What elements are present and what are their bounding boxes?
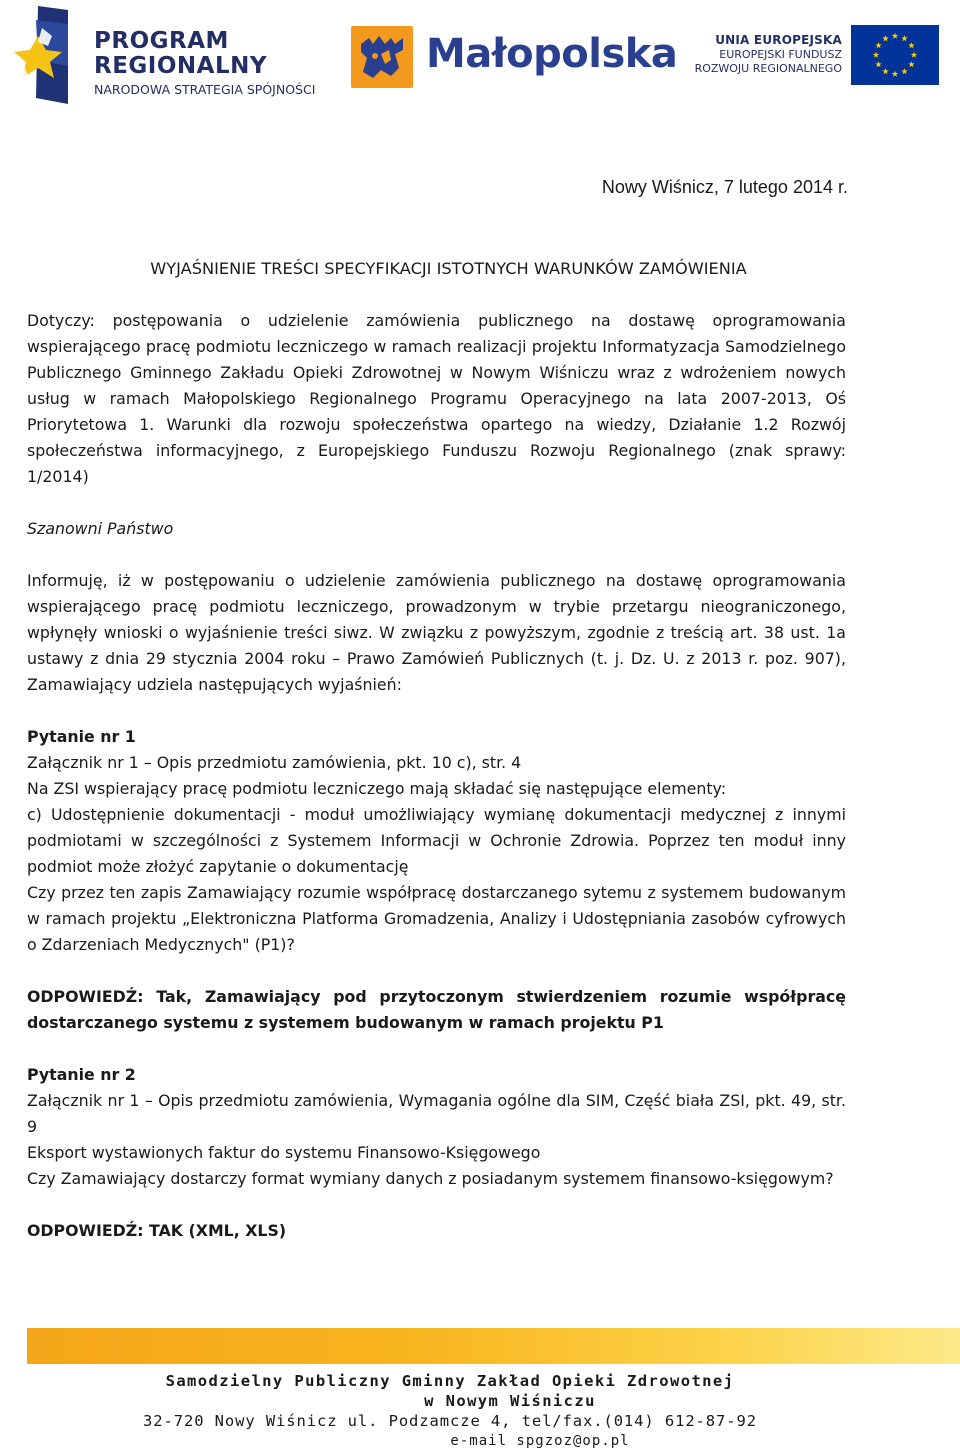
document-subject: Dotyczy: postępowania o udzielenie zamówienia publicznego na dostawę oprogramowania wspierającego pracę podmiotu leczniczego w ramach realizacji projektu Informatyzacja Samodzielnego Publicznego Gminnego Zakładu Opieki Zdrowotnej w Nowym Wiśniczu wraz z wdrożeniem nowych usług w ramach Małopolskiego Regionalnego Programu Operacyjnego na lata 2007-2013, Oś Priorytetowa 1. Warunki dla rozwoju społeczeństwa opartego na wiedzy, Działanie 1.2 Rozwój społeczeństwa informacyjnego, z Europejskiego Funduszu Rozwoju Regionalnego (znak sprawy: 1/2014): [27, 311, 846, 486]
question-2-line-2: Czy Zamawiający dostarczy format wymiany danych z posiadanym systemem finansowo-księgowym?: [27, 1169, 834, 1188]
eu-text-line1: UNIA EUROPEJSKA: [715, 33, 842, 47]
document-intro: Informuję, iż w postępowaniu o udzielenie zamówienia publicznego na dostawę oprogramowania wspierającego pracę podmiotu leczniczego, prowadzonym w trybie przetargu nieograniczonego, wpłynęły wnioski o wyjaśnienie treści siwz. W związku z powyższym, zgodnie z treścią art. 38 ust. 1a ustawy z dnia 29 stycznia 2004 roku – Prawo Zamówień Publicznych (t. j. Dz. U. z 2013 r. poz. 907), Zamawiający udziela następujących wyjaśnień:: [27, 571, 846, 694]
footer-address-block: [90, 1370, 810, 1450]
footer-institution-name: Samodzielny Publiczny Gminny Zakład Opieki Zdrowotnej: [165, 1372, 735, 1390]
program-regionalny-line1: PROGRAM: [94, 28, 229, 54]
footer-color-band: [27, 1328, 960, 1364]
question-1-reference: Załącznik nr 1 – Opis przedmiotu zamówienia, pkt. 10 c), str. 4: [27, 753, 522, 772]
eu-text-block: [686, 33, 842, 76]
footer-institution-location: w Nowym Wiśniczu: [424, 1392, 596, 1410]
logo-header: [0, 0, 960, 110]
logo-program-regionalny: [8, 6, 316, 104]
eu-flag-icon: [851, 25, 939, 85]
question-2-reference: Załącznik nr 1 – Opis przedmiotu zamówienia, Wymagania ogólne dla SIM, Część biała ZSI, pkt. 49, str. 9: [27, 1091, 846, 1136]
document-salutation: Szanowni Państwo: [27, 519, 174, 538]
program-regionalny-emblem-icon: [8, 6, 90, 104]
question-2-line-1: Eksport wystawionych faktur do systemu Finansowo-Księgowego: [27, 1143, 541, 1162]
eu-text-line2: EUROPEJSKI FUNDUSZ: [719, 48, 842, 61]
program-regionalny-line2: REGIONALNY: [94, 53, 268, 79]
question-1-line-3: Czy przez ten zapis Zamawiający rozumie współpracę dostarczanego sytemu z systemem budowanym w ramach projektu „Elektroniczna Platforma Gromadzenia, Analizy i Udostępniania zasobów cyfrowych o Zdarzeniach Medycznych" (P1)?: [27, 883, 846, 954]
document-body: [27, 256, 846, 1244]
document-title: WYJAŚNIENIE TREŚCI SPECYFIKACJI ISTOTNYCH WARUNKÓW ZAMÓWIENIA: [150, 259, 747, 278]
question-2-heading: Pytanie nr 2: [27, 1065, 136, 1084]
question-1-line-2: c) Udostępnienie dokumentacji - moduł umożliwiający wymianę dokumentacji medycznej z innymi podmiotami w szczególności z Systemem Informacji w Ochronie Zdrowia. Poprzez ten moduł inny podmiot może złożyć zapytanie o dokumentację: [27, 805, 846, 876]
question-1-line-1: Na ZSI wspierający pracę podmiotu leczniczego mają składać się następujące elementy:: [27, 779, 727, 798]
logo-unia-europejska: [686, 25, 941, 85]
document-date: Nowy Wiśnicz, 7 lutego 2014 r.: [601, 177, 848, 197]
footer-email: e-mail spgzoz@op.pl: [450, 1433, 630, 1449]
logo-malopolska: [351, 26, 678, 88]
question-2-answer: ODPOWIEDŹ: TAK (XML, XLS): [27, 1221, 287, 1240]
footer-address: 32-720 Nowy Wiśnicz ul. Podzamcze 4, tel/fax.(014) 612-87-92: [143, 1412, 757, 1430]
eu-text-line3: ROZWOJU REGIONALNEGO: [694, 62, 842, 75]
program-regionalny-line3: NARODOWA STRATEGIA SPÓJNOŚCI: [94, 82, 316, 97]
question-1-heading: Pytanie nr 1: [27, 727, 136, 746]
malopolska-crest-icon: [351, 26, 413, 88]
question-1-answer: ODPOWIEDŹ: Tak, Zamawiający pod przytoczonym stwierdzeniem rozumie współpracę dostarczanego systemu z systemem budowanym w ramach projektu P1: [27, 987, 846, 1032]
malopolska-wordmark: Małopolska: [426, 31, 678, 77]
